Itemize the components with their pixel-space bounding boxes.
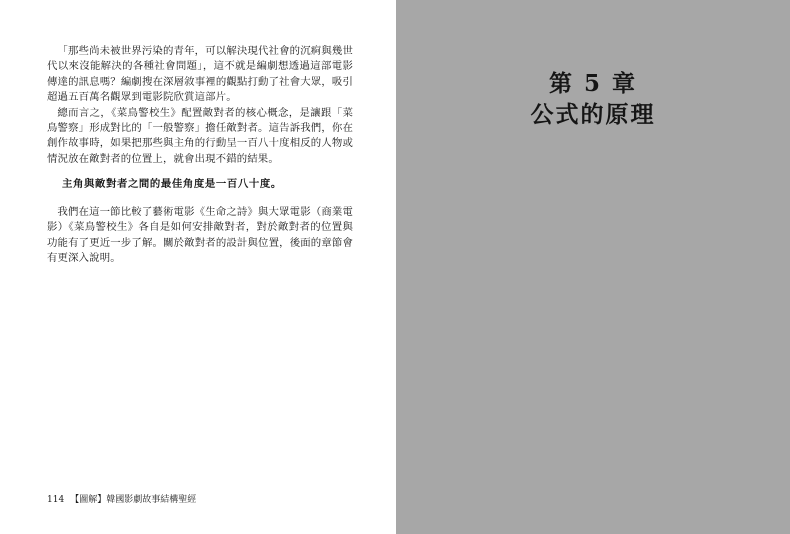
body-text-top [47,44,353,167]
chapter-number: 第 5 章 [548,70,638,97]
page-number: 114 [47,495,65,505]
paragraph-1: 「那些尚未被世界污染的青年，可以解決現代社會的沉痾與幾世代以來沒能解決的各種社會問題」，這不就是編劇想透過這部電影傳達的訊息嗎？編劇搜在深層敘事裡的觀點打動了社會大眾，吸引超過五百萬名觀眾到電影院欣賞這部片。 [47,45,353,104]
key-statement: 主角與敵對者之間的最佳角度是一百八十度。 [62,178,282,190]
page-footer [47,494,196,506]
chapter-title: 公式的原理 [530,101,656,128]
body-text-bottom [47,205,353,267]
running-book-title: 【圖解】韓國影劇故事結構聖經 [70,495,197,505]
paragraph-2: 總而言之，《菜鳥警校生》配置敵對者的核心概念，是讓跟「菜鳥警察」形成對比的「一般警察」擔任敵對者。這告訴我們，你在創作故事時，如果把那些與主角的行動呈一百八十度相反的人物或情況放在敵對者的位置上，就會出現不錯的結果。 [47,106,353,165]
paragraph-3: 我們在這一節比較了藝術電影《生命之詩》與大眾電影（商業電影）《菜鳥警校生》各自是如何安排敵對者，對於敵對者的位置與功能有了更近一步了解。關於敵對者的設計與位置，後面的章節會有更深入說明。 [47,206,353,265]
